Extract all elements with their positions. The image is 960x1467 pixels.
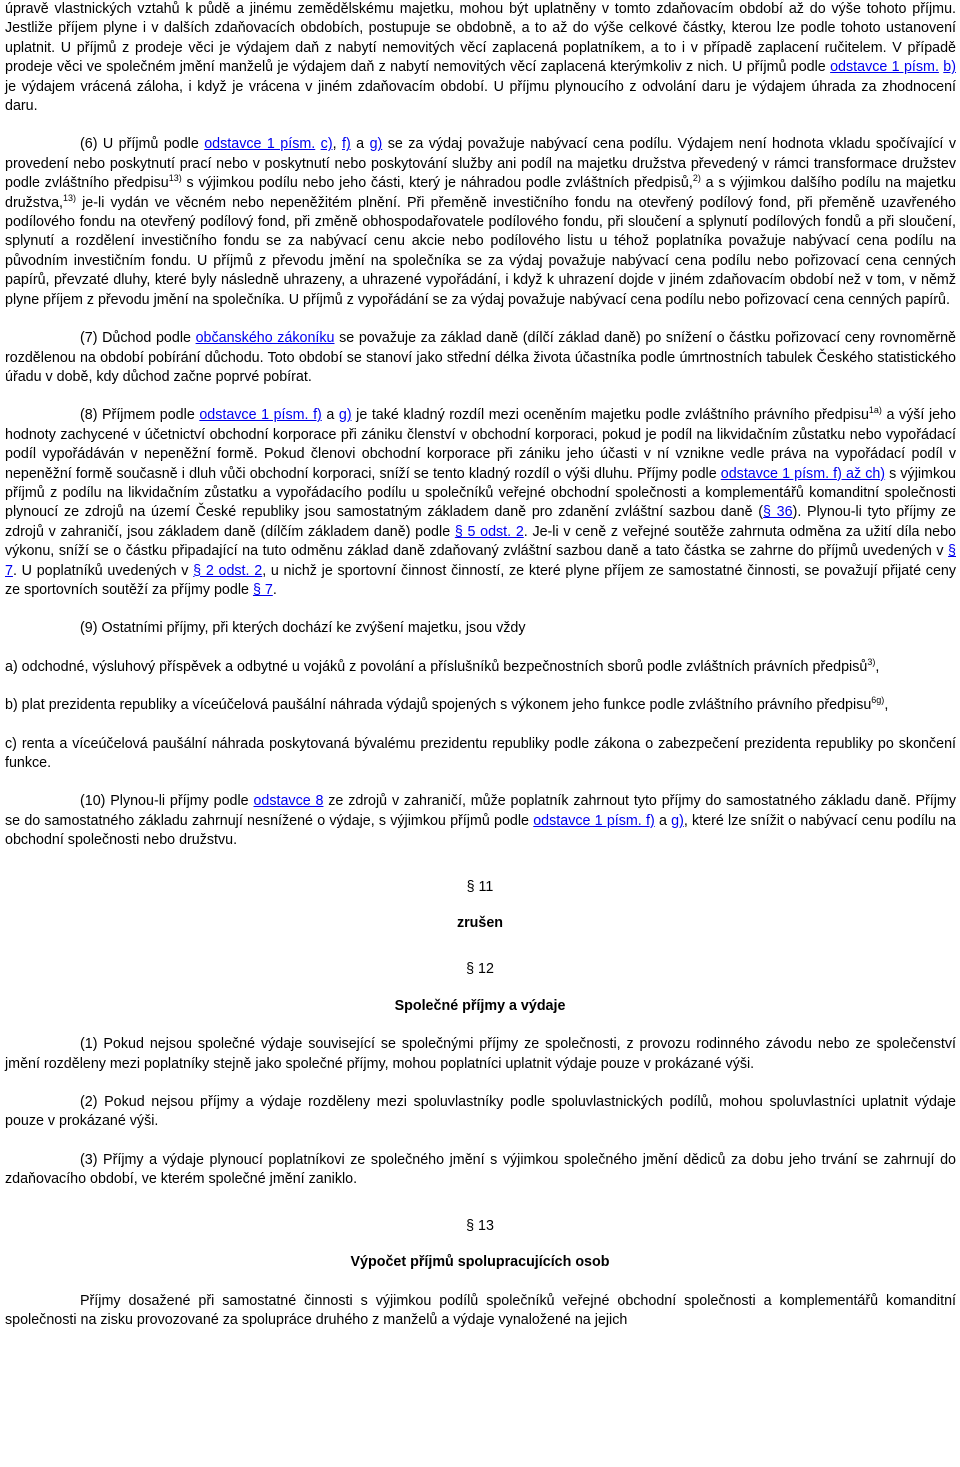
paragraph-8: (8) Příjmem podle odstavce 1 písm. f) a g) je také kladný rozdíl mezi oceněním majetku podle zvláštního právního předpisu$^{1a)}$ a výší jeho hodnoty zachycené v účetnictví obchodní korporace při zániku členství v obchodní korporaci, pokud je podíl na likvidačním zůstatku nebo vypořádací podíl vypořádáván v nepeněžní formě. Pokud členovi obchodní korporace při zániku jeho účasti v ní vznikne vedle práva na vypořádací podíl v nepeněžní formě současně i dluh vůči obchodní korporaci, sníží se tento kladný rozdíl o výši dluhu. Příjmy podle odstavce 1 písm. f) až ch) s výjimkou příjmů z podílu na likvidačním zůstatku a vypořádacího podílu u společníků veřejné obchodní společnosti a komplementářů komanditní společnosti plynoucí ze zdrojů na území České republiky jsou samostatným základem daně pro zdanění zvláštní sazbou daně (§ 36). Plynou-li tyto příjmy ze zdrojů v zahraničí, jsou základem daně (dílčím základem daně) podle § 5 odst. 2. Je-li v ceně z veřejné soutěže zahrnuta odměna za užití díla nebo výkonu, sníží se o částku připadající na tuto odměnu základ daně zdaňovaný zvláštní sazbou daně a tato částka se zahrne do příjmů uvedených v § 7. U poplatníků uvedených v § 2 odst. 2, u nichž je sportovní činnost činností, ze které plyne příjem ze samostatné činnosti, se považují přijaté ceny ze sportovních soutěží za příjmy podle § 7.: [5, 405, 957, 598]
link-paragraph-2-odst-2[interactable]: § 2 odst. 2: [193, 562, 263, 579]
footnote-ref: 2): [692, 173, 701, 184]
paragraph-7: (7) Důchod podle občanského zákoníku se považuje za základ daně (dílčí základ daně) po snížení o částku pořizovací ceny rovnoměrně rozdělenou na období pobírání důchodu. Toto období se stanoví jako střední délka života účastníka podle úmrtnostních tabulek Českého statistického úřadu v době, kdy důchod začne poprvé pobírat.: [5, 330, 956, 385]
footnote-ref: 1a): [868, 405, 882, 416]
link-paragraph-36[interactable]: § 36: [763, 504, 793, 521]
section-12-paragraph-3: (3) Příjmy a výdaje plynoucí poplatníkovi ze společného jmění s výjimkou společného jmění dědiců za dobu jeho trvání se zahrnují do zdaňovacího období, ve kterém společné jmění zaniklo.: [5, 1151, 956, 1188]
link-odstavce-1-pism[interactable]: odstavce 1 písm.: [204, 136, 316, 153]
section-12-paragraph-2: (2) Pokud nejsou příjmy a výdaje rozděleny mezi spoluvlastníky podle spoluvlastnických podílů, mohou spoluvlastníci uplatnit výdaje pouze v prokázané výši.: [5, 1094, 956, 1130]
link-odstavce-1-pism-f-az-ch[interactable]: odstavce 1 písm. f) až ch): [720, 465, 886, 482]
link-pism-f[interactable]: f): [342, 136, 351, 153]
footnote-ref: 13): [63, 192, 77, 203]
paragraph-continuation: úpravě vlastnických vztahů k půdě a jinému zemědělskému majetku, mohou být uplatněny v tomto zdaňovacím období až do výše tohoto příjmu. Jestliže příjem plyne i v dalších zdaňovacích obdobích, postupuje se obdobně, a to až do výše celkové částky, kterou lze podle tohoto ustanovení uplatnit. U příjmů z prodeje věci je výdajem daň z nabytí nemovitých věcí zaplacená poplatníkem, a to i v případě zaplacení ručitelem. V případě prodeje věci ve společném jmění manželů je výdajem daň z nabytí nemovitých věcí zaplacená kterýmkoliv z nich. U příjmů podle odstavce 1 písm. b) je výdajem vrácená záloha, i když je vrácena v jiném zdaňovacím období. U příjmu plynoucího z odvolání daru je výdajem úhrada za zhodnocení daru.: [5, 1, 956, 115]
link-pism-b[interactable]: b): [943, 59, 956, 76]
section-number-12: § 12: [466, 961, 494, 978]
section-title-13: Výpočet příjmů spolupracujících osob: [350, 1254, 610, 1271]
link-odstavce-1-pism-f[interactable]: odstavce 1 písm. f): [533, 812, 655, 829]
link-paragraph-7[interactable]: § 7: [252, 581, 273, 598]
section-number-13: § 13: [466, 1217, 494, 1234]
section-number-11: § 11: [466, 878, 494, 895]
list-item-b: b) plat prezidenta republiky a víceúčelová paušální náhrada výdajů spojených s výkonem jeho funkce podle zvláštního právního předpisu$^{6g)}$,: [5, 695, 889, 714]
link-odstavce-1-pism-f[interactable]: odstavce 1 písm. f): [199, 407, 322, 424]
section-13-paragraph-1: Příjmy dosažené při samostatné činnosti s výjimkou podílů společníků veřejné obchodní společnosti a komplementářů komanditní společnosti na zisku provozované za spolupráce druhého z manželů a výdaje vynaložené na jejich: [5, 1292, 956, 1328]
link-paragraph-5-odst-2[interactable]: § 5 odst. 2: [454, 523, 524, 540]
footnote-ref: 6g): [871, 695, 885, 706]
paragraph-10: (10) Plynou-li příjmy podle odstavce 8 ze zdrojů v zahraničí, může poplatník zahrnout tyto příjmy do samostatného základu daně. Příjmy se do samostatného základu zahrnují nesnížené o výdaje, s výjimkou příjmů podle odstavce 1 písm. f) a g), které lze snížit o nabývací cenu podílu na obchodní společnosti nebo družstvu.: [5, 793, 956, 849]
link-pism-g[interactable]: g): [369, 136, 383, 153]
link-obcansky-zakonik[interactable]: občanského zákoníku: [195, 330, 335, 347]
link-pism-g[interactable]: g): [338, 407, 352, 424]
paragraph-6: (6) U příjmů podle odstavce 1 písm. c), f) a g) se za výdaj považuje nabývací cena podílu. Výdajem není hodnota vkladu spočívající v provedení nebo poskytnutí prací nebo v poskytnutí nebo poskytování služby ani podíl na majetku družstva převedený v rámci transformace družstev podle zvláštního předpisu$^{13)}$ s výjimkou podílu nebo jeho části, který je náhradou podle zvláštních předpisů,$^{2)}$ a s výjimkou dalšího podílu na majetku družstva,$^{13)}$ je-li vydán ve věcném nebo nepeněžitém plnění. Při přeměně investičního fondu na otevřený podílový fond, při přeměně uzavřeného podílového fondu na otevřený podílový fond, při změně obhospodařovatele podílového fondu, při sloučení a splynutí podílových fondů a při sloučení, splynutí a rozdělení investičního fondu se za nabývací cenu akcie nebo podílového listu u téhož poplatníka považuje nabývací cena podílu na původním investičním fondu. U příjmů z převodu jmění na společníka se za výdaj považuje nabývací cena podílu nebo pořizovací cena cenných papírů, převzaté dluhy, které byly následně uhrazeny, a uhrazené vypořádání, i když k uhrazení dojde v jiném zdaňovacím období než v tom, v němž plyne příjem z převodu jmění na společníka. U příjmů z vypořádání se za výdaj považuje nabývací cena podílu nebo pořizovací cena cenných papírů.: [5, 136, 956, 308]
footnote-ref: 3): [867, 656, 876, 667]
link-odstavce-8[interactable]: odstavce 8: [253, 793, 324, 810]
paragraph-9: (9) Ostatními příjmy, při kterých dochází ke zvýšení majetku, jsou vždy: [80, 620, 526, 637]
link-paragraph-7[interactable]: § 7: [5, 543, 956, 579]
section-title-12: Společné příjmy a výdaje: [394, 997, 566, 1014]
list-item-a: a) odchodné, výsluhový příspěvek a odbytné u vojáků z povolání a příslušníků bezpečnostních sborů podle zvláštních právních předpisů$^{3)}$,: [5, 656, 880, 675]
section-12-paragraph-1: (1) Pokud nejsou společné výdaje související se společnými příjmy ze společnosti, z provozu rodinného závodu nebo ze společenství jmění rozděleny mezi poplatníky stejně jako společné příjmy, mohou poplatníci uplatnit výdaje pouze v prokázané výši.: [5, 1036, 956, 1072]
link-pism-c[interactable]: c): [320, 136, 333, 153]
list-item-c: c) renta a víceúčelová paušální náhrada poskytovaná bývalému prezidentu republiky podle zákona o zabezpečení prezidenta republiky po skončení funkce.: [5, 735, 956, 771]
link-odstavce-1-pism[interactable]: odstavce 1 písm.: [830, 59, 939, 76]
footnote-ref: 13): [168, 173, 182, 184]
section-title-11: zrušen: [456, 915, 504, 932]
link-pism-g[interactable]: g): [671, 812, 684, 829]
